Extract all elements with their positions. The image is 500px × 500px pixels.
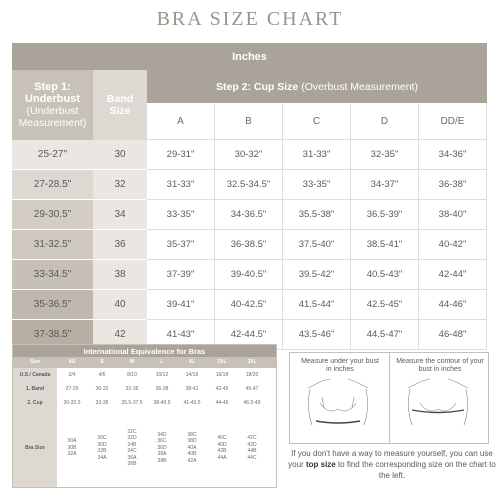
cup-cell: 31-33" [283, 140, 351, 170]
intl-title: International Equivalence for Bras [13, 345, 276, 357]
intl-cell: 38-41 [185, 385, 199, 392]
cup-cell: 44.5-47" [351, 320, 419, 350]
intl-cell: 4/6 [98, 371, 106, 378]
intl-cell: 16/18 [215, 371, 229, 378]
cup-cell: 42.5-45" [351, 290, 419, 320]
intl-cell: 10/12 [155, 371, 169, 378]
intl-row-label: 1. Band [25, 385, 45, 392]
cup-cell: 37.5-40" [283, 230, 351, 260]
intl-cell: 14/16 [185, 371, 199, 378]
step2-title: Step 2: Cup Size [216, 80, 299, 93]
band-cell: 36 [93, 230, 147, 260]
band-cell: 42 [93, 320, 147, 350]
cup-cell: 41.5-44" [283, 290, 351, 320]
intl-cell: 40C 40D 42B 44A [217, 435, 227, 461]
intl-size-col-header: M [129, 359, 135, 366]
cup-cell: 36-38.5" [215, 230, 283, 260]
intl-size-col-header: 3XL [247, 359, 257, 366]
chart-title: BRA SIZE CHART [156, 8, 344, 30]
cup-cell: 33-35" [147, 200, 215, 230]
intl-cell: 35.5-37.5 [121, 399, 143, 406]
cup-cell: 44-46" [419, 290, 487, 320]
table-row [12, 170, 487, 200]
intl-cell: 46.5-49 [243, 399, 261, 406]
step1-name: Underbust [25, 93, 80, 105]
cup-header-2: C [283, 103, 351, 140]
underbust-cell: 37-38.5" [12, 320, 93, 350]
cup-cell: 39.5-42" [283, 260, 351, 290]
inches-header: Inches [12, 43, 487, 70]
cup-cell: 43.5-46" [283, 320, 351, 350]
cup-cell: 38-40" [419, 200, 487, 230]
intl-size-col-header: L [160, 359, 164, 366]
intl-cell: 44-46 [215, 399, 229, 406]
intl-cell: 42C 42D 44B 44C [247, 435, 257, 461]
note-part2: to find the corresponding size on the chart to the left. [335, 460, 496, 480]
intl-cell: 38C 38D 40A 40B 42A [187, 431, 197, 464]
cup-header-3: D [351, 103, 419, 140]
underbust-cell: 33-34.5" [12, 260, 93, 290]
band-cell: 38 [93, 260, 147, 290]
measure-instructions [289, 352, 489, 444]
intl-cell: 30-32 [95, 385, 109, 392]
intl-size-col-header: XS [68, 359, 76, 366]
band-cell: 30 [93, 140, 147, 170]
measure-under-text: Measure under your bust in inches [301, 358, 379, 373]
underbust-cell: 27-28.5" [12, 170, 93, 200]
band-size-header [93, 70, 147, 140]
step2-sub: (Overbust Measurement) [301, 80, 418, 93]
cup-cell: 40-42.5" [215, 290, 283, 320]
intl-cell: 30-32.5 [63, 399, 81, 406]
cup-cell: 34-36" [419, 140, 487, 170]
cup-cell: 41-43" [147, 320, 215, 350]
step1-sub: (Underbust Measurement) [18, 105, 87, 129]
intl-size-col-header: XL [188, 359, 196, 366]
cup-cell: 39-40.5" [215, 260, 283, 290]
cup-cell: 36-38" [419, 170, 487, 200]
intl-size-header: Size [29, 359, 40, 366]
intl-cell: 45-47 [245, 385, 259, 392]
intl-cell: 32-35 [125, 385, 139, 392]
step1-title: Step 1: [34, 81, 71, 93]
intl-cell: 8/10 [127, 371, 137, 378]
intl-cell: 41-43.5 [183, 399, 201, 406]
cup-cell: 30-32" [215, 140, 283, 170]
intl-size-col-header: S [100, 359, 104, 366]
cup-cell: 38.5-41" [351, 230, 419, 260]
cup-header-1: B [215, 103, 283, 140]
step1-header [12, 70, 93, 140]
intl-cell: 36-38 [155, 385, 169, 392]
band-size-label: Band Size [106, 93, 134, 117]
intl-cell: 42-45 [215, 385, 229, 392]
intl-cell: 27-29 [65, 385, 79, 392]
intl-cell: 32C 32D 34B 34C 36A 36B [127, 428, 137, 467]
band-cell: 32 [93, 170, 147, 200]
cup-cell: 31-33" [147, 170, 215, 200]
cup-cell: 32.5-34.5" [215, 170, 283, 200]
intl-cell: 38-40.5 [153, 399, 171, 406]
intl-row-label: U.S / Canada [19, 371, 51, 378]
cup-cell: 46-48" [419, 320, 487, 350]
top-size-note [287, 448, 497, 481]
intl-cell: 34D 36C 36D 38A 38B [157, 431, 167, 464]
note-bold: top size [305, 460, 336, 469]
cup-cell: 29-31" [147, 140, 215, 170]
cup-cell: 36.5-39" [351, 200, 419, 230]
cup-cell: 40.5-43" [351, 260, 419, 290]
table-row [12, 290, 487, 320]
intl-cell: 18/20 [245, 371, 259, 378]
measure-illustration [290, 353, 488, 443]
table-row [12, 230, 487, 260]
cup-cell: 34-37" [351, 170, 419, 200]
band-cell: 34 [93, 200, 147, 230]
step2-header [147, 70, 487, 103]
cup-cell: 40-42" [419, 230, 487, 260]
intl-row-label: 2. Cup [27, 399, 43, 406]
underbust-cell: 25-27" [12, 140, 93, 170]
note-part1: If you don't have a way to measure yourself, you can use your [288, 449, 493, 469]
cup-cell: 37-39" [147, 260, 215, 290]
cup-cell: 34-36.5" [215, 200, 283, 230]
cup-header-4: DD/E [419, 103, 487, 140]
intl-row-label: Bra Size [25, 444, 45, 451]
underbust-cell: 29-30.5" [12, 200, 93, 230]
band-cell: 40 [93, 290, 147, 320]
cup-cell: 33-35" [283, 170, 351, 200]
intl-cell: 33-35 [95, 399, 109, 406]
intl-cell: 30A 30B 32A [67, 438, 77, 458]
underbust-cell: 31-32.5" [12, 230, 93, 260]
intl-cell: 30C 30D 32B 34A [97, 435, 107, 461]
cup-cell: 39-41" [147, 290, 215, 320]
measure-contour-text: Measure the contour of your bust in inches [396, 358, 484, 373]
intl-cell: 2/4 [68, 371, 76, 378]
international-equivalence-table [12, 344, 277, 488]
table-row [12, 140, 487, 170]
cup-cell: 42-44.5" [215, 320, 283, 350]
table-row [12, 260, 487, 290]
cup-cell: 32-35" [351, 140, 419, 170]
cup-header-0: A [147, 103, 215, 140]
cup-cell: 35.5-38" [283, 200, 351, 230]
table-row [12, 200, 487, 230]
cup-cell: 42-44" [419, 260, 487, 290]
cup-cell: 35-37" [147, 230, 215, 260]
intl-size-col-header: 2XL [217, 359, 227, 366]
underbust-cell: 35-36.5" [12, 290, 93, 320]
bra-size-table [12, 43, 487, 340]
